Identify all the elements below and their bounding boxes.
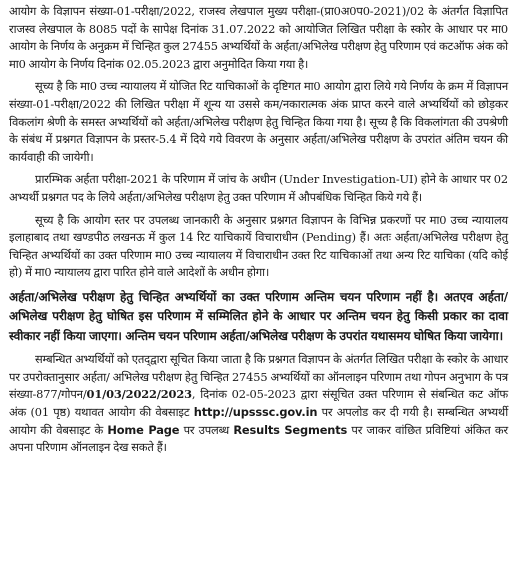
online-result-text-3: पर अपलोड कर दी गयी है। सम्बन्धित अभ्यर्थी आयोग की वेबसाइट के [9, 404, 508, 437]
paragraph-disabled-category-note: सूच्य है कि मा0 उच्च न्यायालय में योजित रिट याचिकाओं के दृष्टिगत मा0 आयोग द्वारा लिये गये निर्णय के क्रम में विज्ञापन संख्या-01-परीक्षा/2022 की लिखित परीक्षा में शून्य या उससे कम/नकारात्मक अंक प्राप्त करने वाले अभ्यर्थियों को छोड़कर विकलांग श्रेणी के समस्त अभ्यर्थियों को अर्हता/अभिलेख परीक्षण हेतु चिन्हित किया गया है। सूच्य है कि विकलांगता की उपश्रेणी के संबंध में प्रश्नगत विज्ञापन के प्रस्तर-5.4 में दिये गये विवरण के अनुसार अर्हता/अभिलेख परीक्षण के उपरांत अंतिम चयन की कार्यवाही की जायेगी। [9, 79, 508, 164]
home-page-label: Home Page [107, 422, 180, 437]
paragraph-result-approval: आयोग के विज्ञापन संख्या-01-परीक्षा/2022, राजस्व लेखपाल मुख्य परीक्षा-(प्रा0अ0प0-2021)/02 के अंतर्गत विज्ञापित राजस्व लेखपाल के 8085 पदों के सापेक्ष दिनांक 31.07.2022 को आयोजित लिखित परीक्षा के स्कोर के आधार पर मा0 आयोग के निर्णय के अनुक्रम में चिन्हित कुल 27455 अभ्यर्थियों के अर्हता/अभिलेख परीक्षण हेतु परिणाम एवं कटऑफ अंक को मा0 आयोग के निर्णय दिनांक 02.05.2023 द्वारा अनुमोदित किया गया है। [9, 4, 508, 71]
website-link[interactable]: http://upsssc.gov.in [193, 404, 318, 419]
online-result-text-5: पर जाकर वांछित प्रविष्टियां अंकित कर अपना परिणाम ऑनलाइन देख सकते हैं। [9, 422, 508, 455]
paragraph-under-investigation: प्रारम्भिक अर्हता परीक्षा-2021 के परिणाम में जांच के अधीन (Under Investigation-UI) होने के आधार पर 02 अभ्यर्थी प्रश्नगत पद के लिये अर्हता/अभिलेख परीक्षण हेतु उक्त परिणाम में औपबंधिक चिन्हित किये गये हैं। [9, 172, 508, 204]
online-result-text-1: सम्बन्धित अभ्यर्थियों को एतद्‌द्वारा सूचित किया जाता है कि प्रश्नगत विज्ञापन के अंतर्गत लिखित परीक्षा के स्कोर के आधार पर उपरोक्तानुसार अर्हता/ अभिलेख परीक्षण हेतु चिन्हित 27455 अभ्यर्थियों का ऑनलाइन परिणाम तथा गोपन अनुभाग के पत्र संख्या-877/गोपन/ [9, 352, 508, 402]
paragraph-pending-writ-petitions: सूच्य है कि आयोग स्तर पर उपलब्ध जानकारी के अनुसार प्रश्नगत विज्ञापन के विभिन्न प्रकरणों पर मा0 उच्च न्यायालय इलाहाबाद तथा खण्डपीठ लखनऊ में कुल 14 रिट याचिकायें विचाराधीन (Pending) हैं। अतः अर्हता/अभिलेख परीक्षण हेतु चिन्हित अभ्यर्थियों का उक्त परिणाम मा0 उच्च न्यायालय में विचाराधीन उक्त रिट याचिकाओं तथा अन्य रिट याचिका (यदि कोई हो) में मा0 न्यायालय द्वारा पारित होने वाले आदेशों के अधीन होगा। [9, 212, 508, 280]
online-result-text-4: पर उपलब्ध [179, 422, 234, 437]
paragraph-online-result-info [9, 351, 508, 457]
letter-reference-number: 01/03/2022/2023 [86, 387, 192, 402]
paragraph-not-final-result-notice: अर्हता/अभिलेख परीक्षण हेतु चिन्हित अभ्यर्थियों का उक्त परिणाम अन्तिम चयन परिणाम नहीं है। अतएव अर्हता/अभिलेख परीक्षण हेतु घोषित इस परिणाम में सम्मिलित होने के आधार पर अन्तिम चयन हेतु किसी प्रकार का दावा स्वीकार नहीं किया जाएगा। अन्तिम चयन परिणाम अर्हता/अभिलेख परीक्षण के उपरांत यथासमय घोषित किया जायेगा। [9, 289, 508, 343]
online-result-text-2: , दिनांक 02-05-2023 द्वारा संसूचित उक्त परिणाम से संबन्धित कट ऑफ अंक (01 पृष्ठ) यथावत आयोग की वेबसाइट [9, 387, 508, 419]
results-segments-label: Results Segments [233, 422, 348, 437]
